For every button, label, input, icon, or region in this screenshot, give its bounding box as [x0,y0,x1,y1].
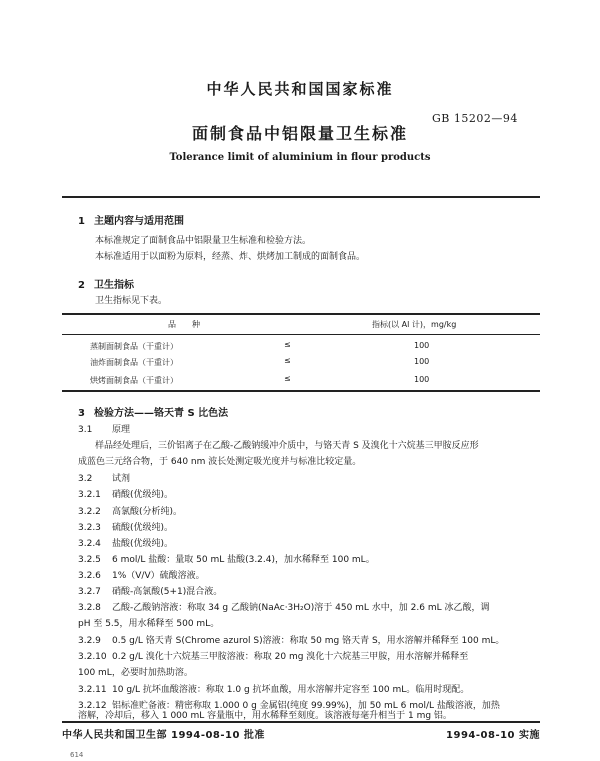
table-header-limit: 指标(以 Al 计)，mg/kg [372,320,457,329]
section-3-heading [78,404,228,419]
section-1-title: 主题内容与适用范围 [94,216,184,227]
table-row-3-name: 烘烤面制食品（干重计） [90,376,178,385]
reagent-item [78,686,469,695]
reagent-text: 10 g/L 抗坏血酸溶液：称取 1.0 g 抗坏血酸，用水溶解并定容至 100 mL。临用时现配。 [112,685,470,695]
reagent-continuation: 100 mL，必要时加热助溶。 [78,668,193,678]
section-2-heading [78,276,134,291]
table-row-1-value: 100 [414,341,430,350]
reagent-item [78,491,173,500]
reagent-number: 3.2.8 [78,603,101,613]
reagent-text: 1%（V/V）硫酸溶液。 [112,571,205,581]
table-row-3-op: ≤ [284,374,291,383]
reagent-item [78,524,173,533]
table-row-2-name: 油炸面制食品（干重计） [90,358,178,367]
principle-line-2: 成蓝色三元络合物，于 640 nm 波长处测定吸光度并与标准比较定量。 [78,457,362,467]
implementation-date: 1994-08-10 实施 [446,730,540,741]
reagent-text: 0.2 g/L 溴化十六烷基三甲胺溶液：称取 20 mg 溴化十六烷基三甲胺，用水溶解并稀释至 [112,652,469,662]
page-number: 614 [70,751,84,759]
reagent-number: 3.2.3 [78,523,101,533]
reagent-item [78,637,504,646]
header-divider [62,196,540,198]
reagent-text: 硫酸(优级纯)。 [112,523,174,533]
table-row-1-name: 蒸制面制食品（干重计） [90,342,178,351]
reagent-item [78,653,468,662]
reagent-item [78,540,173,549]
section-1-paragraph-2: 本标准适用于以面粉为原料，经蒸、炸、烘烤加工制成的面制食品。 [95,252,366,262]
reagent-item [78,604,489,613]
reagent-item [78,588,222,597]
standard-code: GB 15202—94 [432,112,518,125]
subsection-3-2-label: 试剂 [112,474,131,484]
table-row-3-value: 100 [414,375,430,384]
table-row-2-value: 100 [414,357,430,366]
reagent-number: 3.2.1 [78,490,101,500]
table-header-variety: 品 种 [168,320,200,329]
table-row-2-op: ≤ [284,356,291,365]
reagent-number: 3.2.10 [78,652,107,662]
reagent-number: 3.2.6 [78,571,101,581]
subsection-3-1-number: 3.1 [78,425,93,435]
reagent-number: 3.2.12 [78,701,107,711]
reagent-text: 6 mol/L 盐酸：量取 50 mL 盐酸(3.2.4)，加水稀释至 100 mL。 [112,555,375,565]
section-1-heading [78,212,184,227]
table-row-1-op: ≤ [284,340,291,349]
reagent-item [78,556,375,565]
reagent-number: 3.2.4 [78,539,101,549]
reagent-number: 3.2.2 [78,507,101,517]
section-3-title: 检验方法——铬天青 S 比色法 [94,408,229,419]
approval-line: 中华人民共和国卫生部 1994-08-10 批准 [62,730,265,741]
section-2-number: 2 [78,280,85,291]
reagent-text: 乙酸-乙酸钠溶液：称取 34 g 乙酸钠(NaAc·3H₂O)溶于 450 mL 水中，加 2.6 mL 冰乙酸，调 [112,603,490,613]
reagent-text: 盐酸(优级纯)。 [112,539,174,549]
section-1-number: 1 [78,216,85,227]
section-2-title: 卫生指标 [94,280,134,291]
reagent-text: 铝标准贮备液：精密称取 1.000 0 g 金属铝(纯度 99.99%)，加 50 mL 6 mol/L 盐酸溶液，加热 [112,701,500,711]
principle-line-1: 样品经处理后，三价铝离子在乙酸-乙酸钠缓冲介质中，与铬天青 S 及溴化十六烷基三甲胺反应形 [95,441,479,451]
reagent-text: 0.5 g/L 铬天青 S(Chrome azurol S)溶液：称取 50 mg 铬天青 S，用水溶解并稀释至 100 mL。 [112,636,505,646]
reagent-number: 3.2.7 [78,587,101,597]
reagent-number: 3.2.9 [78,636,101,646]
section-1-paragraph-1: 本标准规定了面制食品中铝限量卫生标准和检验方法。 [95,236,312,246]
document-subtitle-english: Tolerance limit of aluminium in flour products [169,152,431,163]
subsection-3-2-heading [78,475,130,484]
reagent-text: 硝酸(优级纯)。 [112,490,174,500]
reagent-text: 硝酸-高氯酸(5+1)混合液。 [112,587,223,597]
section-2-intro: 卫生指标见下表。 [95,296,168,306]
section-3-number: 3 [78,408,85,419]
issuing-body-title: 中华人民共和国国家标准 [206,80,394,98]
reagent-item [78,572,205,581]
footer-divider [62,721,540,723]
reagent-item [78,508,182,517]
reagent-text: 高氯酸(分析纯)。 [112,507,183,517]
subsection-3-2-number: 3.2 [78,474,93,484]
table-bottom-rule [62,390,540,392]
reagent-continuation: pH 至 5.5，用水稀释至 500 mL。 [78,619,220,629]
subsection-3-1-heading [78,426,130,435]
reagent-continuation: 溶解，冷却后，移入 1 000 mL 容量瓶中，用水稀释至刻度。该溶液每毫升相当于 1 mg 铝。 [78,711,452,721]
reagent-number: 3.2.11 [78,685,107,695]
document-title: 面制食品中铝限量卫生标准 [191,124,408,143]
subsection-3-1-label: 原理 [112,425,131,435]
table-top-rule [62,313,540,315]
reagent-item [78,702,500,711]
table-header-rule [62,334,540,335]
reagent-number: 3.2.5 [78,555,101,565]
